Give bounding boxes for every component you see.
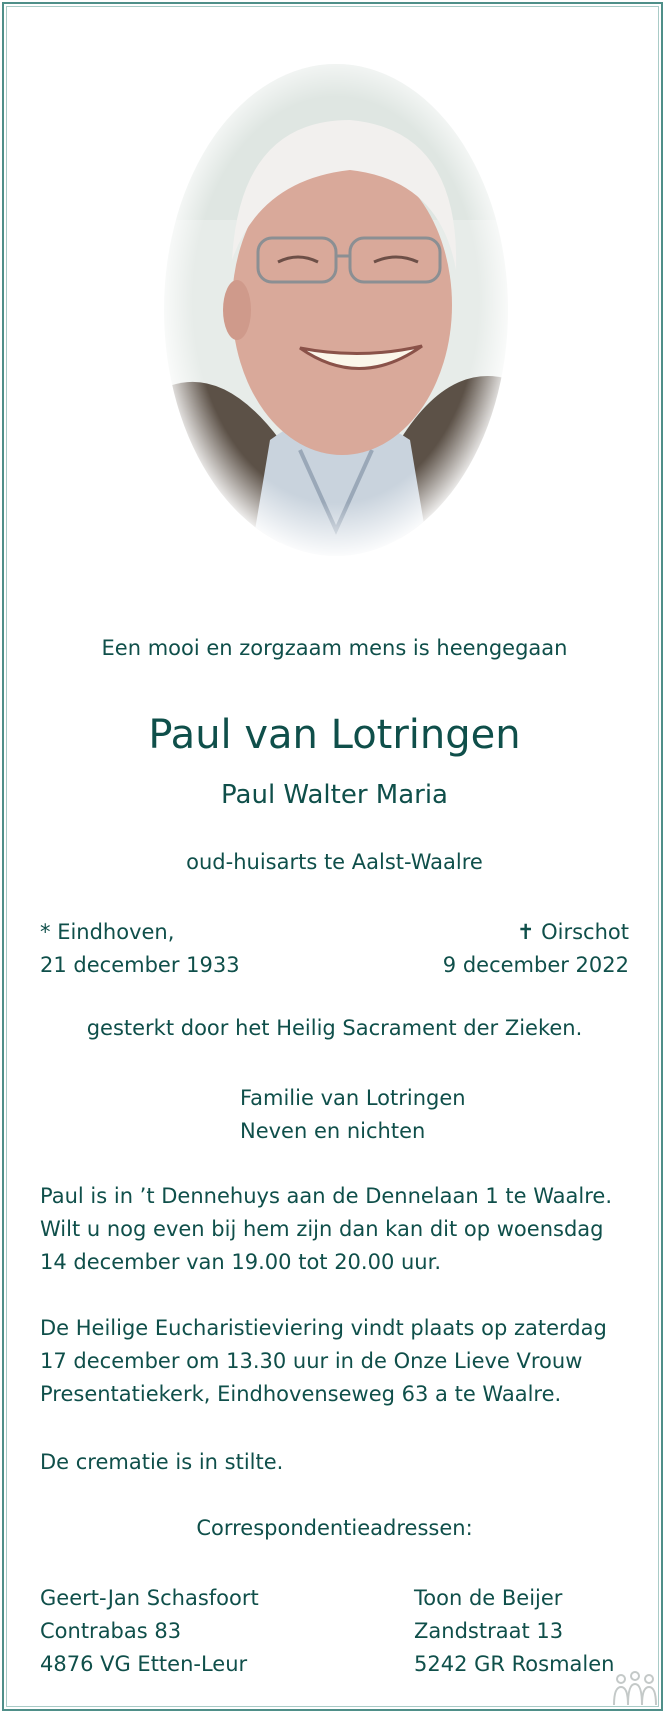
cremation-text: De crematie is in stilte. [40, 1450, 284, 1474]
visitation-line: Wilt u nog even bij hem zijn dan kan dit op woensdag [40, 1217, 604, 1241]
tagline: Een mooi en zorgzaam mens is heengegaan [101, 636, 568, 660]
family-line: Neven en nichten [240, 1119, 426, 1143]
deceased-full-name: Paul Walter Maria [221, 780, 448, 810]
service-line: 17 december om 13.30 uur in de Onze Lieve Vrouw [40, 1349, 583, 1373]
sacrament-text: gesterkt door het Heilig Sacrament der Zieken. [86, 1016, 583, 1040]
people-logo-icon [611, 1669, 659, 1709]
address-street: Contrabas 83 [40, 1619, 182, 1643]
address-block-right [414, 1582, 614, 1681]
death-place: Oirschot [541, 920, 629, 944]
death-info [443, 916, 629, 982]
portrait-photo [160, 60, 512, 560]
birth-place: Eindhoven, [57, 920, 175, 944]
service-line: Presentatiekerk, Eindhovenseweg 63 a te Waalre. [40, 1382, 562, 1406]
birth-date: 21 december 1933 [40, 953, 240, 977]
profession: oud-huisarts te Aalst-Waalre [186, 850, 483, 874]
service-paragraph [40, 1312, 640, 1411]
address-name: Geert-Jan Schasfoort [40, 1586, 259, 1610]
address-street: Zandstraat 13 [414, 1619, 564, 1643]
cross-icon: ✝ [516, 920, 535, 944]
birth-symbol: * [40, 920, 51, 944]
address-name: Toon de Beijer [414, 1586, 563, 1610]
visitation-paragraph [40, 1180, 640, 1279]
visitation-line: 14 december van 19.00 tot 20.00 uur. [40, 1250, 441, 1274]
birth-info [40, 916, 240, 982]
deceased-name: Paul van Lotringen [148, 712, 521, 758]
death-date: 9 december 2022 [442, 953, 629, 977]
address-city: 5242 GR Rosmalen [414, 1652, 615, 1676]
address-city: 4876 VG Etten-Leur [40, 1652, 248, 1676]
family-line: Familie van Lotringen [240, 1086, 466, 1110]
correspondence-title: Correspondentieadressen: [196, 1516, 473, 1540]
service-line: De Heilige Eucharistieviering vindt plaats op zaterdag [40, 1316, 607, 1340]
address-block-left [40, 1582, 259, 1681]
family-list [240, 1082, 466, 1148]
visitation-line: Paul is in ’t Dennehuys aan de Dennelaan 1 te Waalre. [40, 1184, 613, 1208]
